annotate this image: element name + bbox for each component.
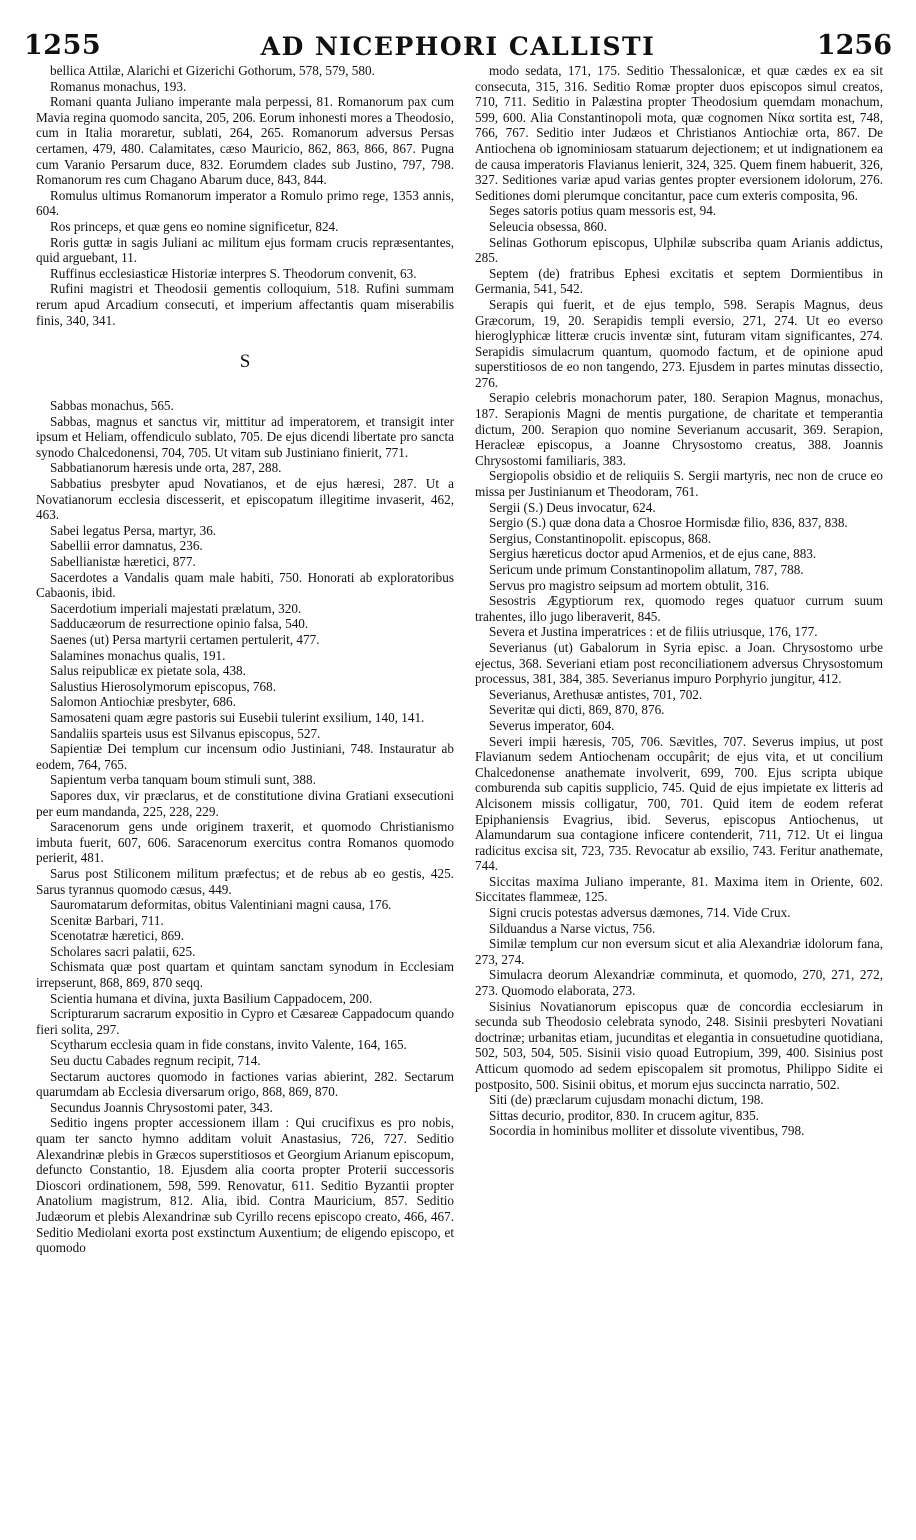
index-entry: Sabei legatus Persa, martyr, 36. bbox=[50, 522, 217, 538]
page-header bbox=[24, 30, 892, 66]
index-entry: Scientia humana et divina, juxta Basilium Cappadocem, 200. bbox=[50, 990, 373, 1006]
index-entry: Sadducæorum de resurrectione opinio falsa, 540. bbox=[50, 616, 309, 632]
index-entry: Sauromatarum deformitas, obitus Valentiniani magni causa, 176. bbox=[50, 897, 392, 913]
index-entry: Sisinius Novatianorum episcopus quæ de concordia ecclesiarum in secunda sub Theodosio celebrata synodo, 248. Sisinii presbyteri Novatiani doctrinæ; urbanitas etiam, jucunditas et elegantia in consuetudine quotidiana, 502, 503, 504, 505. Sisinii visio quoad Eutropium, 399, 400. Sisinius post Atticum quomodo ad sedem episcopalem sit promotus, Philippo Sidite ei postposito, 500. Sisinii obitus, et morum ejus succincta narratio, 502. bbox=[475, 998, 883, 1092]
index-entry: Sacerdotes a Vandalis quam male habiti, 750. Honorati ab exploratoribus Cabaonis, ibid. bbox=[36, 569, 454, 601]
index-entry: Sergiopolis obsidio et de reliquiis S. Sergii martyris, nec non de cruce eo missa per Justinianum et Theodoram, 761. bbox=[475, 468, 883, 500]
index-entry: Serapio celebris monachorum pater, 180. Serapion Magnus, monachus, 187. Serapionis Magni de mentis purgatione, de charitate et temperantia dictum, 200. Serapion quo nomine Severianum accusarit, 369. Serapion, Heracleæ episcopus, a Joanne Chrysostomo creatus, 388. Joannis Chrysostomi familiaris, 383. bbox=[475, 390, 883, 468]
entries-after-section bbox=[36, 398, 454, 1256]
index-entry: Sapientiæ Dei templum cur incensum odio Justiniani, 748. Instauratur ab eodem, 764, 765. bbox=[36, 741, 454, 772]
index-entry: Sesostris Ægyptiorum rex, quomodo reges quatuor currum suum trahentes, illo jugo liberaverit, 845. bbox=[475, 593, 883, 624]
right-column bbox=[475, 63, 883, 1139]
index-entry: Romulus ultimus Romanorum imperator a Romulo primo rege, 1353 annis, 604. bbox=[36, 187, 454, 219]
index-entry: Septem (de) fratribus Ephesi excitatis et septem Dormientibus in Germania, 541, 542. bbox=[475, 265, 883, 297]
index-entry: Signi crucis potestas adversus dæmones, 714. Vide Crux. bbox=[489, 905, 791, 921]
index-entry: Socordia in hominibus molliter et dissolute viventibus, 798. bbox=[489, 1123, 805, 1139]
index-entry: Sacerdotium imperiali majestati prælatum, 320. bbox=[50, 600, 302, 616]
index-entry: Sergio (S.) quæ dona data a Chosroe Hormisdæ filio, 836, 837, 838. bbox=[489, 515, 848, 531]
index-entry: Serapis qui fuerit, et de ejus templo, 598. Serapis Magnus, deus Græcorum, 19, 20. Serapidis templi eversio, 271, 274. Ut eo everso hieroglyphicæ litteræ crucis inventæ sint, futuram vitam significantes, 274. Serapidis simulacrum quantum, quomodo factum, et de opinione apud superstitiosos de eo non tangendo, 273. Ejusdem in partes minutas dissectio, 276. bbox=[475, 296, 883, 390]
index-entry: Seu ductu Cabades regnum recipit, 714. bbox=[50, 1053, 261, 1069]
index-entry: Severa et Justina imperatrices : et de filiis utriusque, 176, 177. bbox=[489, 624, 818, 640]
index-entry: Severianus (ut) Gabalorum in Syria episc. a Joan. Chrysostomo urbe ejectus, 368. Severiani etiam post reconciliationem adversus Chrysostomum processus, 381, 384, 385. Severianus impuro Porphyrio jungitur, 412. bbox=[475, 639, 883, 687]
index-entry: Ros princeps, et quæ gens eo nomine significetur, 824. bbox=[50, 218, 339, 234]
index-entry: Salus reipublicæ ex pietate sola, 438. bbox=[50, 663, 246, 679]
running-title: AD NICEPHORI CALLISTI bbox=[260, 32, 656, 61]
index-entry: Scenitæ Barbari, 711. bbox=[50, 912, 164, 928]
index-entry: Salomon Antiochiæ presbyter, 686. bbox=[50, 694, 236, 710]
index-entry: Saenes (ut) Persa martyrii certamen pertulerit, 477. bbox=[50, 632, 320, 647]
index-entry: Severitæ qui dicti, 869, 870, 876. bbox=[489, 702, 665, 718]
page-number-right: 1256 bbox=[816, 30, 892, 61]
index-entry: Sectarum auctores quomodo in factiones varias abierint, 282. Sectarum quarumdam ab Ecclesia diversarum origo, 868, 869, 870. bbox=[36, 1068, 454, 1100]
index-entry: Scytharum ecclesia quam in fide constans, invito Valente, 164, 165. bbox=[50, 1037, 407, 1053]
index-entry: modo sedata, 171, 175. Seditio Thessalonicæ, et quæ cædes ex ea sit consecuta, 315, 316. Seditio Romæ propter duos episcopos simul creatos, 710, 711. Seditio in Palæstina propter Theodosium quemdam monachum, 599, 600. Alia Constantinopoli mota, quæ cognomen Νίκα sortita est, 748, 766, 767. Seditio inter Judæos et Christianos Antiochiæ orta, 867. De Antiochena ob ignominiosam statuarum dejectionem; et ut indignationem ea de causa imperatoris Flavianus lenierit, 324, 325. Quem finem habuerit, 326, 327. Seditiones variæ apud varias gentes propter eversionem idolorum, 276. Seditiones domi plerumque concitantur, pace cum exteris composita, 96. bbox=[475, 63, 883, 203]
index-entry: Scholares sacri palatii, 625. bbox=[50, 943, 196, 959]
index-entry: Samosateni quam ægre pastoris sui Eusebii tulerint exsilium, 140, 141. bbox=[50, 709, 425, 725]
entries-before-section bbox=[36, 63, 454, 328]
index-entry: Siti (de) præclarum cujusdam monachi dictum, 198. bbox=[489, 1092, 764, 1108]
index-entry: Secundus Joannis Chrysostomi pater, 343. bbox=[50, 1099, 273, 1115]
index-entry: Sandaliis sparteis usus est Silvanus episcopus, 527. bbox=[50, 725, 321, 741]
index-entry: Seleucia obsessa, 860. bbox=[489, 218, 607, 234]
index-entry: Sergius hæreticus doctor apud Armenios, et de ejus cane, 883. bbox=[489, 546, 817, 562]
section-letter: S bbox=[239, 351, 251, 373]
index-entry: Siccitas maxima Juliano imperante, 81. Maxima item in Oriente, 602. Siccitates flammeæ, 125. bbox=[475, 873, 883, 905]
index-entry: Scripturarum sacrarum expositio in Cypro et Cæsareæ Cappadocum quando fieri solita, 297. bbox=[36, 1006, 454, 1037]
index-entry: Sabellii error damnatus, 236. bbox=[50, 538, 203, 554]
index-entry: Schismata quæ post quartam et quintam sanctam synodum in Ecclesiam irrepserunt, 868, 869, 870 seqq. bbox=[36, 959, 454, 991]
index-entry: Silduandus a Narse victus, 756. bbox=[489, 920, 656, 936]
index-entry: bellica Attilæ, Alarichi et Gizerichi Gothorum, 578, 579, 580. bbox=[50, 63, 375, 78]
index-entry: Romani quanta Juliano imperante mala perpessi, 81. Romanorum pax cum Mavia regina quomodo sancita, 205, 206. Eorum inhonesti mores a Theodosio, cum in Italia moraretur, sublati, 264, 265. Romanorum adversus Persas certamen, 479, 480. Calamitates, cæso Mauricio, 862, 863, 866, 867. Pugna cum Varanio Persarum duce, 832. Eorumdem clades sub Justino, 797, 798. Romanorum res cum Chagano Abarum duce, 843, 844. bbox=[36, 94, 454, 188]
index-entry: Sabbatius presbyter apud Novatianos, et de ejus hæresi, 287. Ut a Novatianorum ecclesia discesserit, et episcopatum illegitime invaserit, 462, 463. bbox=[36, 476, 454, 523]
index-entry: Sergius, Constantinopolit. episcopus, 868. bbox=[489, 530, 712, 546]
index-entry: Salustius Hierosolymorum episcopus, 768. bbox=[50, 678, 277, 694]
index-entry: Sabbas, magnus et sanctus vir, mittitur ad imperatorem, et transigit inter ipsum et Heliam, offendiculo sublato, 705. De ejus dicendi libertate pro sancta synodo Chalcedonensi, 704, 705. Ut vitam sub Justiniano finierit, 771. bbox=[36, 413, 454, 460]
index-entry: Simulacra deorum Alexandriæ comminuta, et quomodo, 270, 271, 272, 273. Quomodo elaborata, 273. bbox=[475, 967, 883, 999]
index-entry: Sabbatianorum hæresis unde orta, 287, 288. bbox=[50, 460, 282, 476]
index-entry: Seditio ingens propter accessionem illam : Qui crucifixus es pro nobis, quam ter sancto hymno additam voluit Anastasius, 726, 727. Seditio Alexandrinæ plebis in Græcos superstitiosos et Georgium Arianum episcopum, defuncto Constantio, 18. Ejusdem alia coorta propter Proterii successoris Dioscori ordinationem, 598, 599. Renovatur, 611. Seditio Byzantii propter Anatolium magistrum, 812. Alia, ibid. Contra Mauricium, 857. Seditio Judæorum et plebis Alexandrinæ sub Cyrillo recens episcopo creato, 466, 467. Seditio Mediolani exorta post exstinctum Auxentium; de eligendo episcopo, et quomodo bbox=[36, 1115, 454, 1256]
index-entry: Ruffinus ecclesiasticæ Historiæ interpres S. Theodorum convenit, 63. bbox=[50, 265, 417, 281]
index-entry: Romanus monachus, 193. bbox=[50, 78, 187, 94]
index-entry: Selinas Gothorum episcopus, Ulphilæ subscriba quam Arianis addictus, 285. bbox=[475, 234, 883, 266]
index-entry: Sarus post Stiliconem militum præfectus; et de rebus ab eo gestis, 425. Sarus tyrannus quomodo cæsus, 449. bbox=[36, 865, 454, 897]
index-entry: Severianus, Arethusæ antistes, 701, 702. bbox=[489, 686, 703, 702]
index-entry: Sittas decurio, proditor, 830. In crucem agitur, 835. bbox=[489, 1107, 759, 1123]
index-entry: Sabellianistæ hæretici, 877. bbox=[50, 554, 196, 570]
index-entry: Sericum unde primum Constantinopolim allatum, 787, 788. bbox=[489, 562, 804, 577]
index-entry: Sergii (S.) Deus invocatur, 624. bbox=[489, 499, 656, 515]
index-entry: Scenotatræ hæretici, 869. bbox=[50, 928, 185, 944]
index-entry: Severus imperator, 604. bbox=[489, 717, 615, 733]
index-entry: Saracenorum gens unde originem traxerit, et quomodo Christianismo imbuta fuerit, 607, 606. Saracenorum exercitus contra Romanos quomodo perierit, 481. bbox=[36, 819, 454, 866]
left-column bbox=[36, 63, 454, 1256]
index-entry: Seges satoris potius quam messoris est, 94. bbox=[489, 203, 717, 219]
index-entry: Sabbas monachus, 565. bbox=[50, 398, 174, 414]
index-entry: Rufini magistri et Theodosii gementis colloquium, 518. Rufini summam rerum apud Arcadium consecuti, et imperium affectantis quam miserabilis finis, 340, 341. bbox=[36, 281, 454, 328]
index-entry: Severi impii hæresis, 705, 706. Sævitles, 707. Severus impius, ut post Flavianum sedem Antiochenam occupârit; de ejus vita, et ut concilium Chalcedonense anathemate involverit, 699, 700. Ejus scripta ubique comburenda sub capitis supplicio, 745. Quid de ejus impietate ex litteris ad Alcisonem missis colligatur, 700, 701. Quid item de eodem referat Epiphaniensis Evagrius, ibid. Severus, episcopus Antiochenus, ut Alamundarum sua contagione inficere contenderit, 711, 712. Ut ei lingua radicitus excisa sit, 723, 735. Revocatur ab exsilio, 743. Feritur anathemate, 744. bbox=[475, 733, 883, 874]
index-entry: Servus pro magistro seipsum ad mortem obtulit, 316. bbox=[489, 577, 770, 593]
index-entry: Similæ templum cur non eversum sicut et alia Alexandriæ idolorum fana, 273, 274. bbox=[475, 936, 883, 967]
page-number-left: 1255 bbox=[24, 30, 102, 61]
index-entry: Sapores dux, vir præclarus, et de constitutione divina Gratiani exsecutioni per eum mandanda, 225, 228, 229. bbox=[36, 787, 454, 819]
index-entry: Salamines monachus qualis, 191. bbox=[50, 647, 226, 663]
index-entry: Sapientum verba tanquam boum stimuli sunt, 388. bbox=[50, 772, 316, 788]
index-entry: Roris guttæ in sagis Juliani ac militum ejus formam crucis repræsentantes, quid arguebant, 11. bbox=[36, 234, 454, 266]
